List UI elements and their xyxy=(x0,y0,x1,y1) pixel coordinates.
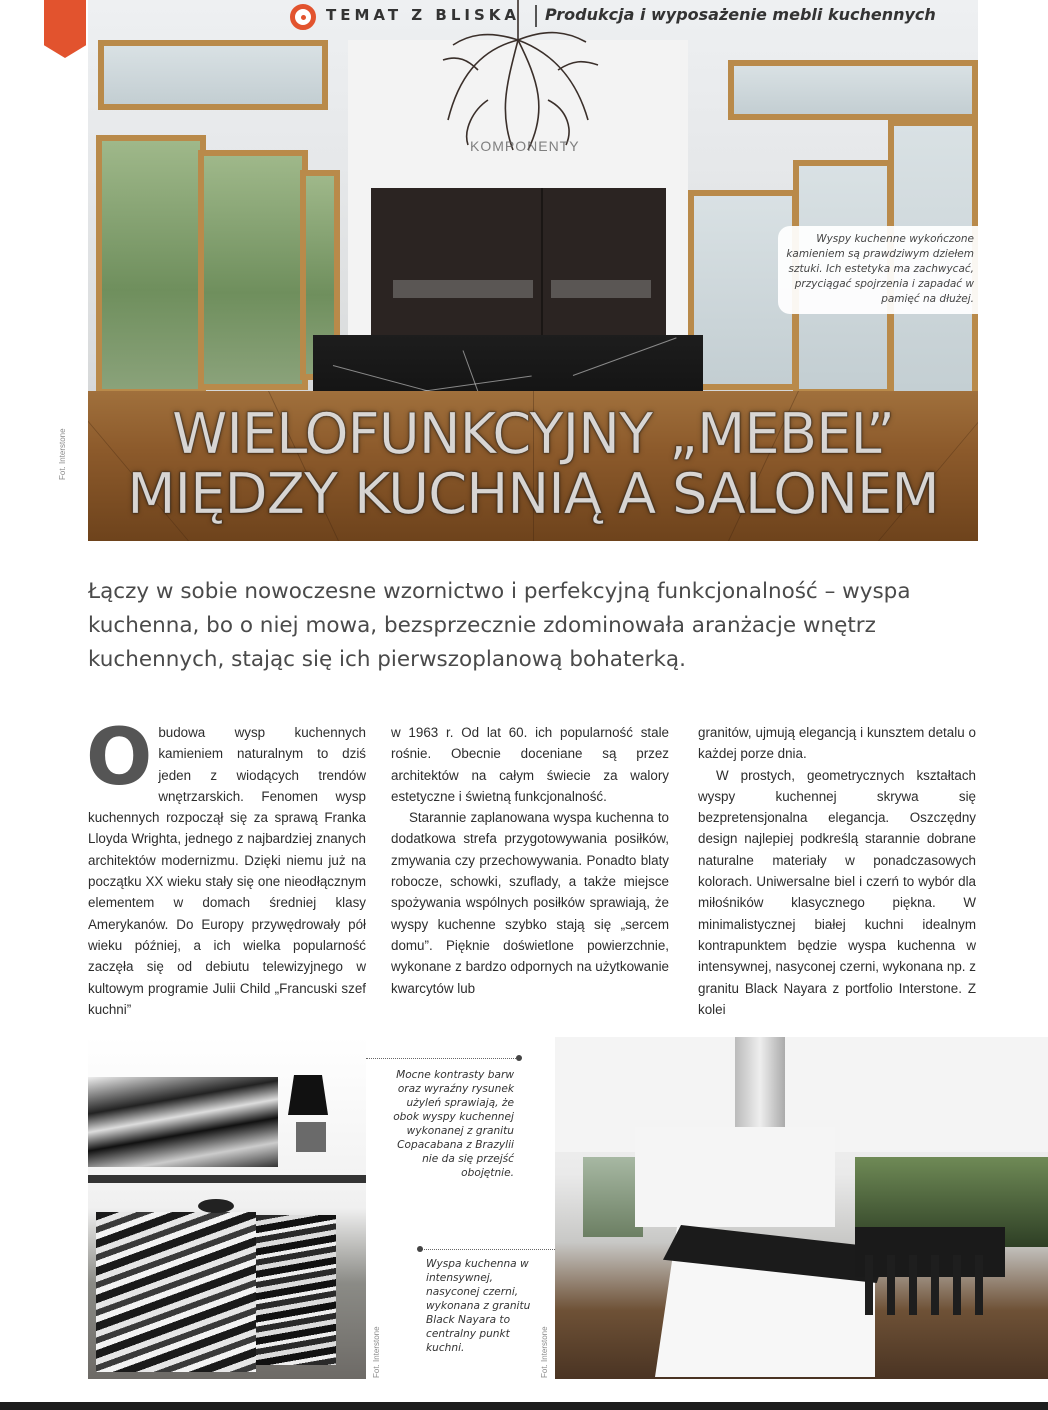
article-title xyxy=(88,402,978,527)
header-divider xyxy=(535,5,537,27)
section-target-icon xyxy=(290,4,316,30)
kitchen-photo-right xyxy=(555,1037,1048,1379)
section-header xyxy=(290,0,936,34)
photo-credit: Fot. Interstone xyxy=(540,1326,549,1378)
caption-leader-line xyxy=(420,1249,555,1250)
hero-caption-text: Wyspy kuchenne wykończone kamieniem są prawdziwym dziełem sztuki. Ich estetyka ma zachwycać, przyciągać spojrzenia i zapadać w pamięć na dłużej. xyxy=(786,233,974,305)
title-line-2: MIĘDZY KUCHNIĄ A SALONEM xyxy=(127,462,939,527)
body-column-3 xyxy=(698,722,976,1020)
photo-caption-right: Wyspa kuchenna w intensywnej, nasyconej czerni, wykonana z granitu Black Nayara to centralny punkt kuchni. xyxy=(426,1258,531,1354)
overlay-label: KOMPONENTY xyxy=(470,138,580,154)
section-label: TEMAT Z BLISKA xyxy=(326,6,521,24)
hero-caption-box xyxy=(778,226,980,314)
body-column-1 xyxy=(86,713,366,1020)
body-paragraph: granitów, ujmują elegancją i kunsztem detalu o każdej porze dnia. xyxy=(698,725,976,762)
caption-leader-dot xyxy=(417,1246,423,1252)
photo-caption-left: Mocne kontrasty barw oraz wyraźny rysunek użyleń sprawiają, że obok wyspy kuchennej wykonanej z granitu Copacabana z Brazylii nie da się przejść obojętnie. xyxy=(393,1069,514,1179)
caption-leader-dot xyxy=(516,1055,522,1061)
body-paragraph: budowa wysp kuchennych kamieniem naturalnym to dziś jeden z wiodących trendów wnętrzarskich. Fenomen wysp kuchennych rozpoczął się za sprawą Franka Lloyda Wrighta, jednego z najbardziej znanych architektów modernizmu. Dzięki niemu już na początku XX wieku stały się one nieodłącznym elementem w domach średniej klasy Amerykanów. Do Europy przywędrowały pół wieku później, a ich wielka popularność zaczęła się od debiutu telewizyjnego w kultowym programie Julii Child „Francuski szef kuchni” xyxy=(88,725,366,1017)
body-paragraph: w 1963 r. Od lat 60. ich popularność stale rośnie. Obecnie doceniane są przez architektów na całym świecie za walory estetyczne i świetną funkcjonalność. xyxy=(391,725,669,804)
section-corner-tab xyxy=(44,0,86,58)
body-paragraph: Starannie zaplanowana wyspa kuchenna to dodatkowa strefa przygotowywania posiłków, zmywania czy przechowywania. Ponadto blaty robocze, schowki, szuflady, a także miejsce spożywania wspólnych posiłków sprawiają, że wyspy kuchenne szybko stają się „sercem domu”. Pięknie doświetlone powierzchnie, wykonane z bardzo odpornych na użytkowanie kwarcytów lub xyxy=(391,810,669,996)
photo-credit: Fot. Interstone xyxy=(58,428,67,480)
title-line-1: WIELOFUNKCYJNY „MEBEL” xyxy=(171,402,895,467)
body-paragraph: W prostych, geometrycznych kształtach wyspy kuchennej skrywa się bezpretensjonalna elegancja. Oszczędny design najlepiej podkreślą starannie dobrane naturalne materiały w ponadczasowych kolorach. Uniwersalne biel i czerń to wybór dla miłośników klasycznego piękna. W minimalistycznej białej kuchni idealnym kontrapunktem będzie wyspa kuchenna w intensywnej, nasyconej czerni, wykonana np. z granitu Black Nayara z portfolio Interstone. Z kolei xyxy=(698,767,976,1017)
photo-credit: Fot. Interstone xyxy=(372,1326,381,1378)
caption-leader-line xyxy=(366,1058,518,1059)
body-column-2 xyxy=(391,722,669,999)
drop-cap: O xyxy=(86,713,153,803)
kitchen-photo-left xyxy=(88,1037,366,1379)
section-topic: Produkcja i wyposażenie mebli kuchennych xyxy=(545,5,936,24)
article-lead: Łączy w sobie nowoczesne wzornictwo i perfekcyjną funkcjonalność – wyspa kuchenna, bo o niej mowa, bezsprzecznie zdominowała aranżacje wnętrz kuchennych, stając się ich pierwszoplanową bohaterką. xyxy=(88,579,911,672)
page-bottom-rule xyxy=(0,1402,1048,1410)
